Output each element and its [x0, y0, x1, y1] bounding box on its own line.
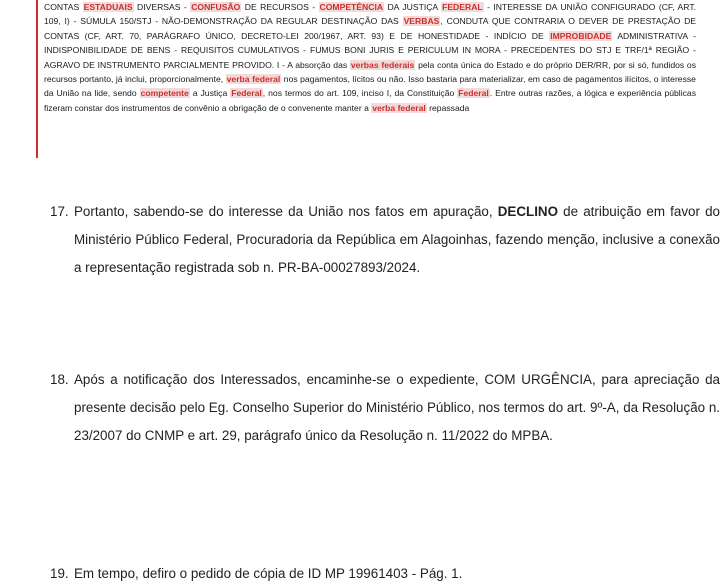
quote-text-run: QUE CONTRARIA O DEVER DE PRESTAÇÃO DE CONTAS (CF, ART. 70, PARÁGRAFO ÚNICO, DECRETO-LEI 200/1967, ART. 93) E DE [44, 16, 697, 41]
highlighted-term: VERBAS [403, 16, 440, 27]
quote-text-run: PARCIALMENTE PROVIDO. [163, 59, 277, 70]
highlighted-term: FEDERAL [442, 2, 483, 12]
declino-emphasis: DECLINO [497, 204, 559, 219]
paragraph-number: 18. [50, 372, 69, 387]
highlighted-term: IMPROBIDADE [550, 30, 612, 41]
quote-text-run: I - A absorção das [276, 59, 350, 70]
quote-text-run: FUMUS BONI JURIS E PERICULUM IN MORA - PRECEDENTES DO STJ E TRF/1ª REGIÃO - AGRAVO DE INSTRUMENTO [44, 45, 697, 70]
quote-text-run: pela conta única do Estado e do próprio DER/RR, por si só, fundidos os [415, 59, 696, 70]
paragraph-text: Após a notificação dos Interessados, encaminhe-se o expediente, COM URGÊNCIA, para apreciação da presente decisão pelo Eg. Conselho Superior do Ministério Público, nos termos do art. 9º-A, da Resolução n. 23/2007 do CNMP e art. 29, parágrafo único da Resolução n. 11/2022 do MPBA. [74, 372, 720, 443]
quote-text-run: recursos portanto, já inclui, proporcionalmente, [44, 74, 226, 85]
quote-text-run: manter a [334, 102, 372, 113]
highlighted-term: verba federal [372, 102, 426, 113]
quote-text-run: a Justiça [189, 88, 231, 99]
quote-text-run: CONFIGURADO (CF, ART. 109, I) - SÚMULA 150/STJ - NÃO-DEMONSTRAÇÃO DA REGULAR DESTINAÇÃO DAS [44, 2, 697, 27]
quote-text-run: , CONDUTA [440, 16, 488, 27]
highlighted-term: ESTADUAIS [83, 2, 133, 12]
paragraph-number: 19. [50, 566, 69, 581]
quote-text-run: HONESTIDADE - INDÍCIO DE [417, 30, 550, 41]
highlighted-term: verba federal [226, 74, 281, 85]
quote-text-run: ADMINISTRATIVA - INDISPONIBILIDADE DE BENS - REQUISITOS CUMULATIVOS - [44, 30, 697, 56]
highlighted-term: CONFUSÃO [191, 2, 241, 12]
quoted-jurisprudence-block [36, 0, 696, 158]
quote-text-run: DE RECURSOS - [241, 2, 319, 12]
quote-text-run: - INTERESSE DA UNIÃO [483, 2, 588, 12]
quote-text-run: CONTAS [44, 2, 83, 12]
quote-text-run: . Entre outras razões, a lógica e experiência públicas fizeram constar dos instrumentos de convênio a obrigação de o convenente [44, 88, 696, 113]
quote-text-run: pagamentos ilícitos, o interesse da União na lide, sendo [44, 74, 696, 99]
paragraph-text-run: de atribuição em favor do Ministério Público Federal, Procuradoria da República em Alagoinhas, fazendo menção, inclusive a conexão a representação registrada sob n. PR-BA-00027893/2024. [74, 204, 720, 275]
highlighted-term: Federal [231, 88, 262, 99]
quoted-jurisprudence-text [44, 0, 696, 115]
quote-text-run: DA JUSTIÇA [384, 2, 442, 12]
quote-text-run: DIVERSAS - [133, 2, 191, 12]
paragraph-text: Em tempo, defiro o pedido de cópia de ID MP 19961403 - Pág. 1. [74, 566, 463, 581]
paragraph-number: 17. [50, 204, 69, 219]
highlighted-term: verbas federais [350, 59, 415, 70]
highlighted-term: COMPETÊNCIA [319, 2, 384, 12]
numbered-paragraph-18 [50, 366, 720, 450]
highlighted-term: competente [140, 88, 189, 99]
numbered-paragraph-19 [50, 560, 720, 588]
numbered-paragraph-17 [50, 198, 720, 282]
quote-text-run: repassada [426, 102, 470, 113]
highlighted-term: Federal [458, 88, 489, 99]
quote-text-run: , nos termos do art. 109, inciso I, da Constituição [262, 88, 455, 99]
paragraph-text-run: Portanto, sabendo-se do interesse da União nos fatos em apuração, [74, 204, 498, 219]
quote-text-run: nos pagamentos, lícitos ou não. Isso bastaria para materializar, em caso de [281, 74, 573, 85]
paragraph-text [74, 198, 720, 282]
